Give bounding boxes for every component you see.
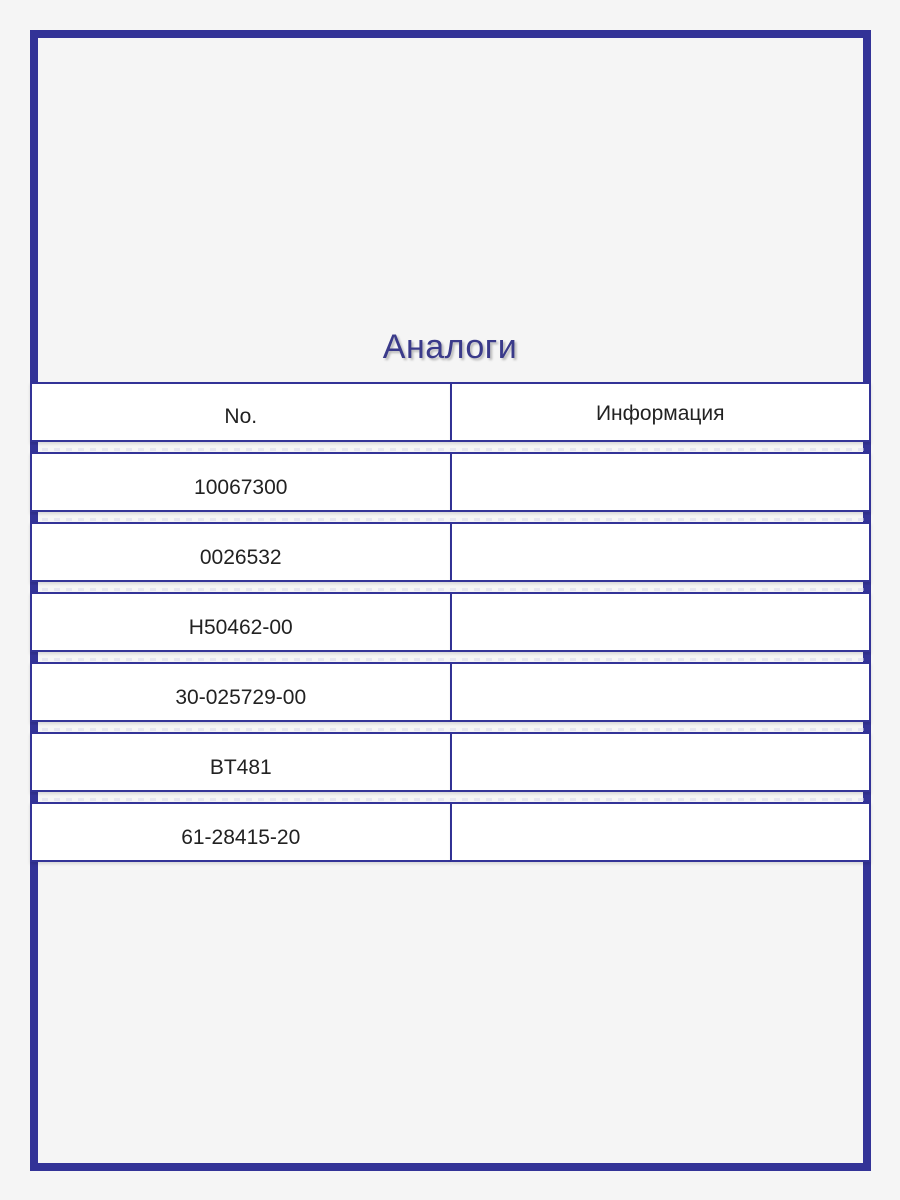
part-number-cell: 10067300 bbox=[30, 452, 451, 512]
row-corner-marker bbox=[865, 445, 871, 451]
page-title: Аналоги bbox=[382, 328, 518, 366]
table-row bbox=[30, 522, 871, 582]
table-header-row bbox=[30, 382, 871, 442]
row-corner-marker bbox=[865, 725, 871, 731]
part-number-cell: H50462-00 bbox=[30, 592, 451, 652]
info-cell bbox=[451, 802, 872, 862]
part-number-cell: 61-28415-20 bbox=[30, 802, 451, 862]
part-number-cell: BT481 bbox=[30, 732, 451, 792]
row-corner-marker bbox=[865, 585, 871, 591]
column-header-info: Информация bbox=[451, 382, 872, 442]
row-corner-marker bbox=[30, 585, 36, 591]
row-corner-marker bbox=[30, 515, 36, 521]
row-corner-marker bbox=[865, 515, 871, 521]
row-corner-marker bbox=[30, 655, 36, 661]
row-corner-marker bbox=[865, 795, 871, 801]
info-cell bbox=[451, 452, 872, 512]
row-corner-marker bbox=[865, 655, 871, 661]
table-row bbox=[30, 732, 871, 792]
part-number-cell: 0026532 bbox=[30, 522, 451, 582]
info-cell bbox=[451, 522, 872, 582]
table-row bbox=[30, 592, 871, 652]
info-cell bbox=[451, 662, 872, 722]
analogs-table bbox=[30, 382, 871, 872]
table-row bbox=[30, 802, 871, 862]
column-header-number: No. bbox=[30, 382, 451, 442]
info-cell bbox=[451, 592, 872, 652]
row-corner-marker bbox=[30, 795, 36, 801]
part-number-cell: 30-025729-00 bbox=[30, 662, 451, 722]
row-corner-marker bbox=[30, 445, 36, 451]
row-corner-marker bbox=[30, 725, 36, 731]
table-row bbox=[30, 452, 871, 512]
table-row bbox=[30, 662, 871, 722]
info-cell bbox=[451, 732, 872, 792]
